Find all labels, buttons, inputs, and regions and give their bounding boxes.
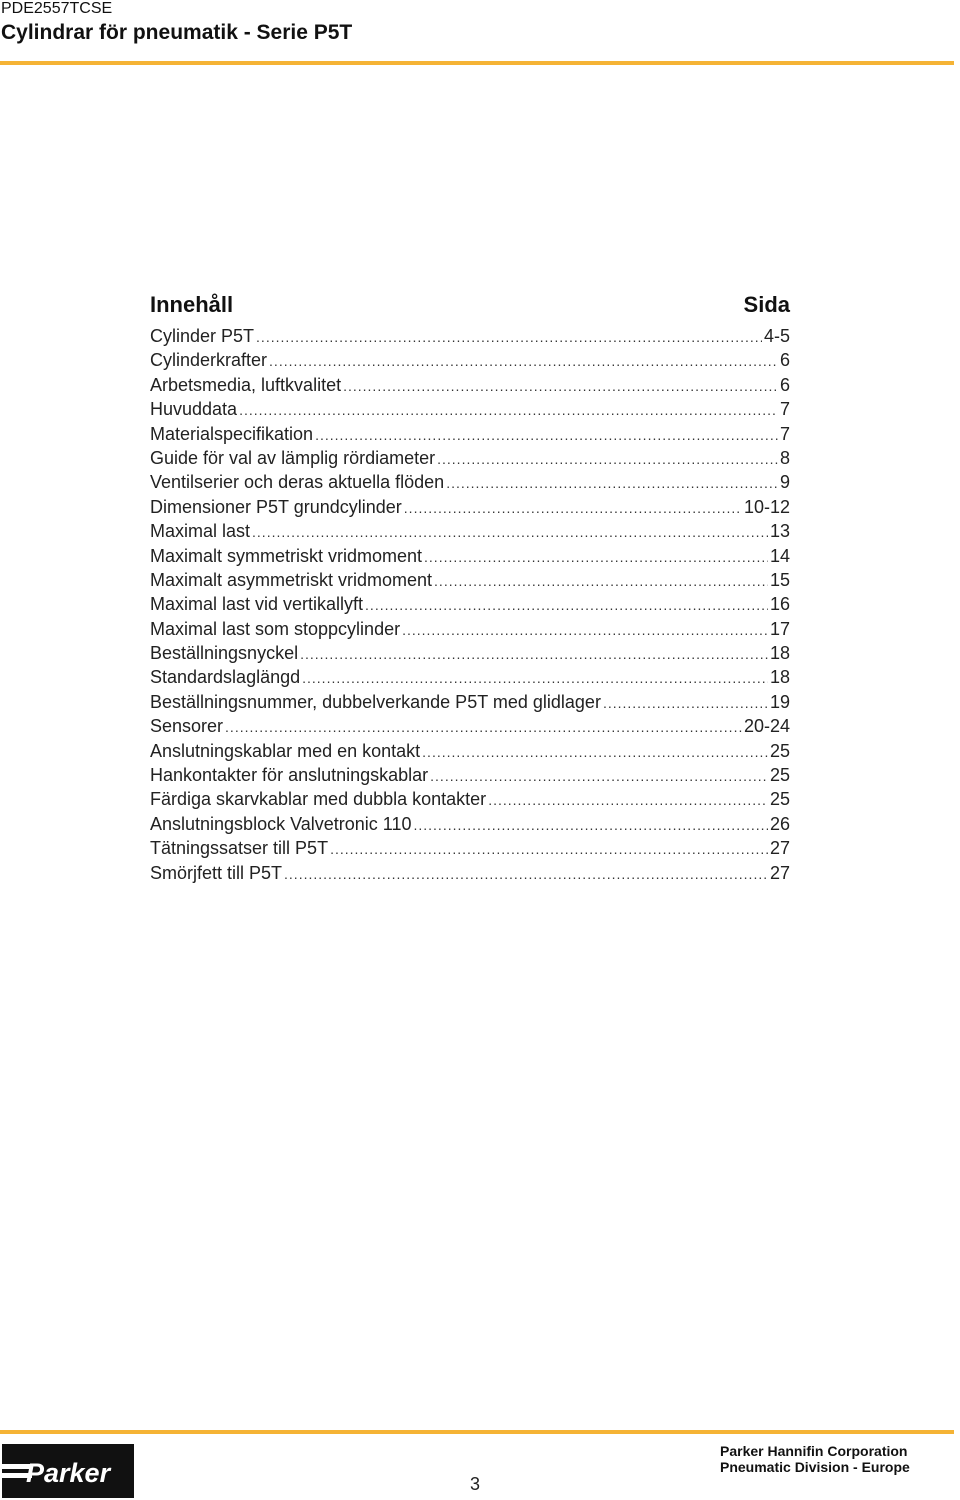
table-of-contents bbox=[150, 292, 790, 885]
toc-page-heading: Sida bbox=[743, 292, 790, 317]
toc-entry-label: Cylinder P5T bbox=[150, 326, 255, 346]
bottom-rule bbox=[0, 1430, 954, 1434]
toc-entry-label: Maximalt asymmetriskt vridmoment bbox=[150, 569, 433, 590]
division-name: Pneumatic Division - Europe bbox=[720, 1459, 910, 1475]
toc-entry-label: Maximal last bbox=[150, 521, 251, 542]
toc-leader-dots bbox=[404, 496, 742, 519]
toc-leader-dots bbox=[330, 837, 768, 860]
toc-entry-page: 6 bbox=[779, 374, 790, 395]
toc-leader-dots bbox=[315, 423, 778, 446]
toc-entry[interactable] bbox=[150, 373, 790, 397]
toc-leader-dots bbox=[446, 471, 778, 494]
toc-entry-label: Färdiga skarvkablar med dubbla kontakter bbox=[150, 789, 487, 810]
toc-entry-page: 14 bbox=[769, 545, 790, 566]
toc-entry[interactable] bbox=[150, 495, 790, 519]
toc-entry-label: Tätningssatser till P5T bbox=[150, 838, 329, 859]
toc-entry-page: 18 bbox=[769, 643, 790, 664]
toc-entry-label: Anslutningskablar med en kontakt bbox=[150, 740, 421, 761]
toc-entry-page: 27 bbox=[769, 838, 790, 859]
toc-entry[interactable] bbox=[150, 470, 790, 494]
toc-entry[interactable] bbox=[150, 348, 790, 372]
toc-entry-page: 16 bbox=[769, 594, 790, 615]
page-number: 3 bbox=[470, 1474, 481, 1494]
toc-entry[interactable] bbox=[150, 617, 790, 641]
toc-entry-page: 8 bbox=[779, 447, 790, 468]
toc-entry-page: 9 bbox=[779, 472, 790, 493]
toc-leader-dots bbox=[269, 349, 778, 372]
toc-entry-label: Smörjfett till P5T bbox=[150, 862, 283, 883]
toc-entry-page: 6 bbox=[779, 350, 790, 371]
toc-entry-label: Maximalt symmetriskt vridmoment bbox=[150, 545, 423, 566]
toc-entry-page: 25 bbox=[769, 740, 790, 761]
toc-entry[interactable] bbox=[150, 812, 790, 836]
toc-header bbox=[150, 292, 790, 324]
toc-leader-dots bbox=[239, 398, 778, 421]
toc-entry-page: 27 bbox=[769, 862, 790, 883]
toc-entry[interactable] bbox=[150, 446, 790, 470]
toc-entry-page: 19 bbox=[769, 691, 790, 712]
toc-leader-dots bbox=[365, 593, 768, 616]
toc-entry-label: Guide för val av lämplig rördiameter bbox=[150, 447, 436, 468]
toc-entry[interactable] bbox=[150, 592, 790, 616]
toc-leader-dots bbox=[225, 715, 742, 738]
toc-entry-page: 17 bbox=[769, 618, 790, 639]
toc-leader-dots bbox=[343, 374, 778, 397]
toc-entry-label: Beställningsnyckel bbox=[150, 643, 299, 664]
toc-leader-dots bbox=[430, 764, 768, 787]
corporation-info bbox=[720, 1443, 910, 1475]
toc-leader-dots bbox=[424, 545, 768, 568]
toc-entry[interactable] bbox=[150, 714, 790, 738]
parker-logo-icon bbox=[2, 1444, 134, 1498]
toc-entry-page: 7 bbox=[779, 423, 790, 444]
toc-entry[interactable] bbox=[150, 641, 790, 665]
toc-entry-page: 15 bbox=[769, 569, 790, 590]
toc-entry[interactable] bbox=[150, 861, 790, 885]
document-title: Cylindrar för pneumatik - Serie P5T bbox=[1, 21, 353, 44]
toc-entry[interactable] bbox=[150, 519, 790, 543]
toc-leader-dots bbox=[437, 447, 778, 470]
toc-leader-dots bbox=[402, 618, 768, 641]
toc-leader-dots bbox=[256, 325, 762, 348]
toc-entry[interactable] bbox=[150, 665, 790, 689]
toc-entry-page: 18 bbox=[769, 667, 790, 688]
toc-entry-label: Hankontakter för anslutningskablar bbox=[150, 765, 429, 786]
toc-entry-page: 25 bbox=[769, 765, 790, 786]
toc-entry-label: Ventilserier och deras aktuella flöden bbox=[150, 472, 445, 493]
toc-entry-label: Sensorer bbox=[150, 716, 224, 737]
toc-entry-page: 7 bbox=[779, 399, 790, 420]
doc-code: PDE2557TCSE bbox=[1, 0, 113, 17]
toc-entry[interactable] bbox=[150, 324, 790, 348]
toc-leader-dots bbox=[603, 691, 768, 714]
toc-entry-page: 20-24 bbox=[743, 716, 790, 737]
toc-entry[interactable] bbox=[150, 836, 790, 860]
toc-entry-page: 26 bbox=[769, 813, 790, 834]
toc-entry-label: Dimensioner P5T grundcylinder bbox=[150, 496, 402, 517]
toc-leader-dots bbox=[422, 740, 768, 763]
toc-leader-dots bbox=[488, 788, 768, 811]
toc-entry-page: 10-12 bbox=[743, 496, 790, 517]
top-rule bbox=[0, 61, 954, 65]
toc-entry[interactable] bbox=[150, 544, 790, 568]
toc-entry[interactable] bbox=[150, 739, 790, 763]
toc-entry-label: Cylinderkrafter bbox=[150, 350, 268, 371]
corporation-name: Parker Hannifin Corporation bbox=[720, 1443, 908, 1459]
toc-heading: Innehåll bbox=[150, 292, 234, 317]
toc-entry-label: Beställningsnummer, dubbelverkande P5T med glidlager bbox=[150, 691, 601, 712]
toc-entry[interactable] bbox=[150, 763, 790, 787]
logo-text: Parker bbox=[26, 1458, 111, 1488]
toc-entry-label: Maximal last vid vertikallyft bbox=[150, 594, 364, 615]
toc-entry[interactable] bbox=[150, 690, 790, 714]
toc-leader-dots bbox=[300, 642, 768, 665]
toc-leader-dots bbox=[434, 569, 768, 592]
toc-list bbox=[150, 324, 790, 885]
toc-entry-page: 13 bbox=[769, 521, 790, 542]
toc-entry-label: Arbetsmedia, luftkvalitet bbox=[150, 374, 342, 395]
toc-leader-dots bbox=[302, 666, 768, 689]
toc-entry-page: 25 bbox=[769, 789, 790, 810]
toc-leader-dots bbox=[284, 862, 768, 885]
toc-entry[interactable] bbox=[150, 787, 790, 811]
toc-entry-label: Anslutningsblock Valvetronic 110 bbox=[150, 813, 412, 834]
toc-entry-label: Materialspecifikation bbox=[150, 423, 314, 444]
toc-leader-dots bbox=[413, 813, 767, 836]
toc-entry[interactable] bbox=[150, 422, 790, 446]
toc-entry[interactable] bbox=[150, 397, 790, 421]
toc-leader-dots bbox=[252, 520, 768, 543]
toc-entry-label: Maximal last som stoppcylinder bbox=[150, 618, 401, 639]
toc-entry-label: Standardslaglängd bbox=[150, 667, 301, 688]
toc-entry[interactable] bbox=[150, 568, 790, 592]
toc-entry-page: 4-5 bbox=[763, 326, 790, 346]
toc-entry-label: Huvuddata bbox=[150, 399, 238, 420]
